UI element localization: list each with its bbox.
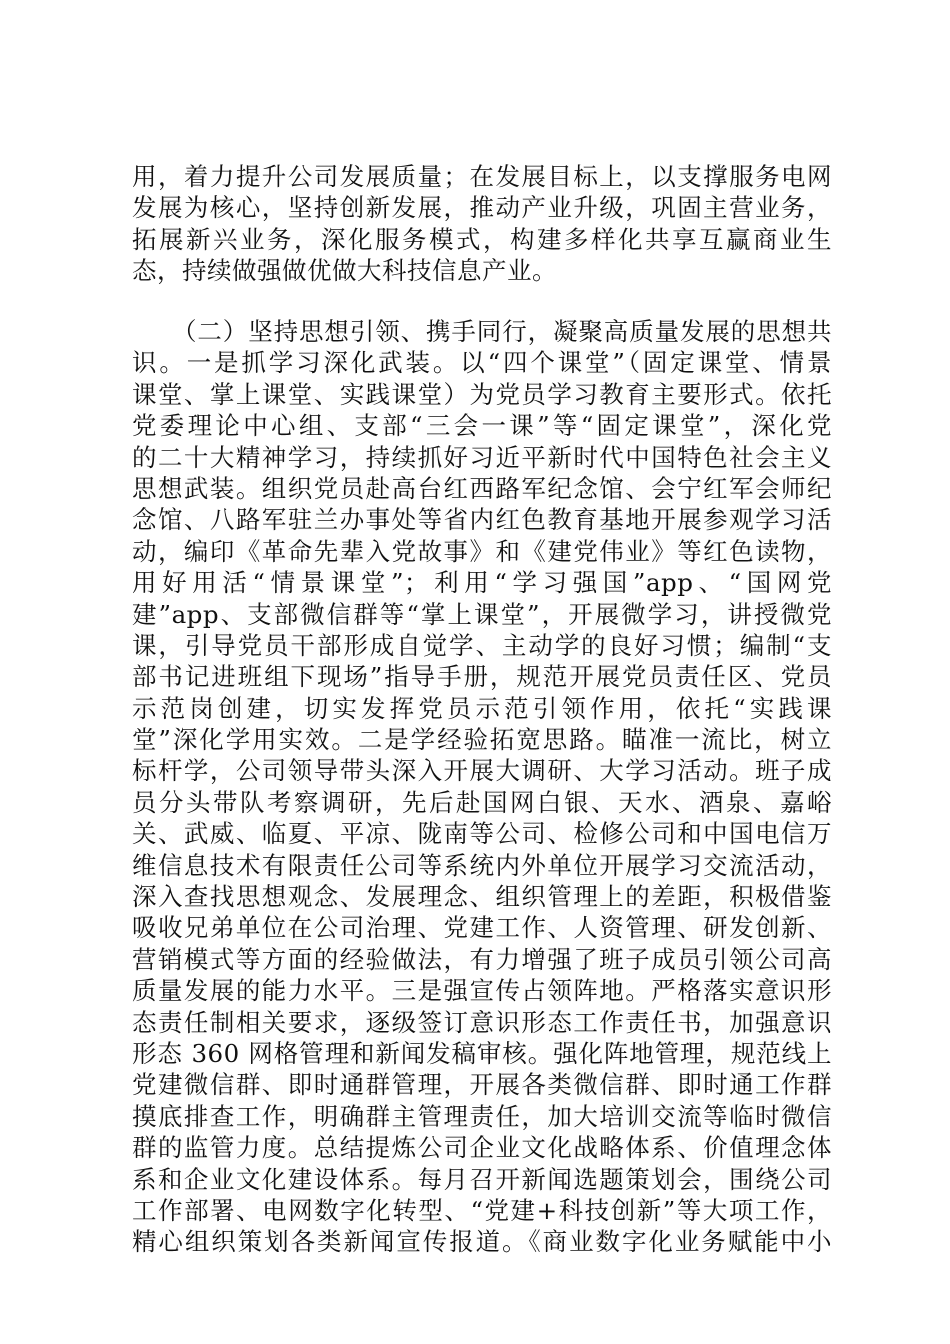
- text-line: 念馆、八路军驻兰办事处等省内红色教育基地开展参观学习活: [132, 505, 832, 535]
- text-line: （二）坚持思想引领、携手同行，凝聚高质量发展的思想共: [172, 317, 832, 346]
- text-line: 关、武威、临夏、平凉、陇南等公司、检修公司和中国电信万: [132, 819, 832, 849]
- text-line: 态责任制相关要求，逐级签订意识形态工作责任书，加强意识: [132, 1007, 832, 1037]
- text-line: 吸收兄弟单位在公司治理、党建工作、人资管理、研发创新、: [132, 913, 832, 943]
- text-line: 示范岗创建，切实发挥党员示范引领作用，依托“实践课: [132, 693, 832, 723]
- text-line: 课，引导党员干部形成自觉学、主动学的良好习惯；编制“支: [132, 630, 832, 660]
- text-line: 营销模式等方面的经验做法，有力增强了班子成员引领公司高: [132, 944, 832, 974]
- text-line: 堂”深化学用实效。二是学经验拓宽思路。瞄准一流比，树立: [132, 725, 832, 755]
- text-line: 部书记进班组下现场”指导手册，规范开展党员责任区、党员: [132, 662, 832, 692]
- text-line: 群的监管力度。总结提炼公司企业文化战略体系、价值理念体: [132, 1133, 832, 1163]
- text-line: 精心组织策划各类新闻宣传报道。《商业数字化业务赋能中小: [132, 1227, 832, 1257]
- text-line: 员分头带队考察调研，先后赴国网白银、天水、酒泉、嘉峪: [132, 787, 832, 817]
- paragraph-1: [132, 161, 832, 287]
- text-line: 拓展新兴业务，深化服务模式，构建多样化共享互赢商业生: [132, 224, 832, 254]
- text-line: 动，编印《革命先辈入党故事》和《建党伟业》等红色读物，: [132, 536, 832, 566]
- text-line: 思想武装。组织党员赴高台红西路军纪念馆、会宁红军会师纪: [132, 473, 832, 503]
- text-line: 态，持续做强做优做大科技信息产业。: [132, 256, 557, 286]
- text-line: 的二十大精神学习，持续抓好习近平新时代中国特色社会主义: [132, 442, 832, 472]
- text-line: 摸底排查工作，明确群主管理责任，加大培训交流等临时微信: [132, 1101, 832, 1131]
- text-line: 发展为核心，坚持创新发展，推动产业升级，巩固主营业务，: [132, 193, 832, 223]
- text-line: 建”app、支部微信群等“掌上课堂”，开展微学习，讲授微党: [132, 599, 832, 629]
- text-line: 深入查找思想观念、发展理念、组织管理上的差距，积极借鉴: [132, 882, 832, 912]
- text-line: 党建微信群、即时通群管理，开展各类微信群、即时通工作群: [132, 1070, 832, 1100]
- text-line: 党委理论中心组、支部“三会一课”等“固定课堂”，深化党: [132, 411, 832, 441]
- text-line: 维信息技术有限责任公司等系统内外单位开展学习交流活动，: [132, 850, 832, 880]
- text-line: 标杆学，公司领导带头深入开展大调研、大学习活动。班子成: [132, 756, 832, 786]
- text-line: 用好用活“情景课堂”；利用“学习强国”app、“国网党: [132, 568, 832, 598]
- text-line: 识。一是抓学习深化武装。以“四个课堂”（固定课堂、情景: [132, 348, 832, 378]
- text-line: 工作部署、电网数字化转型、“党建+科技创新”等大项工作，: [132, 1195, 832, 1225]
- text-line: 质量发展的能力水平。三是强宣传占领阵地。严格落实意识形: [132, 976, 832, 1006]
- text-line: 课堂、掌上课堂、实践课堂）为党员学习教育主要形式。依托: [132, 379, 832, 409]
- text-line: 用，着力提升公司发展质量；在发展目标上，以支撑服务电网: [132, 162, 832, 191]
- paragraph-2: [132, 316, 832, 1258]
- text-line: 系和企业文化建设体系。每月召开新闻选题策划会，围绕公司: [132, 1164, 832, 1194]
- text-line: 形态 360 网格管理和新闻发稿审核。强化阵地管理，规范线上: [132, 1038, 832, 1068]
